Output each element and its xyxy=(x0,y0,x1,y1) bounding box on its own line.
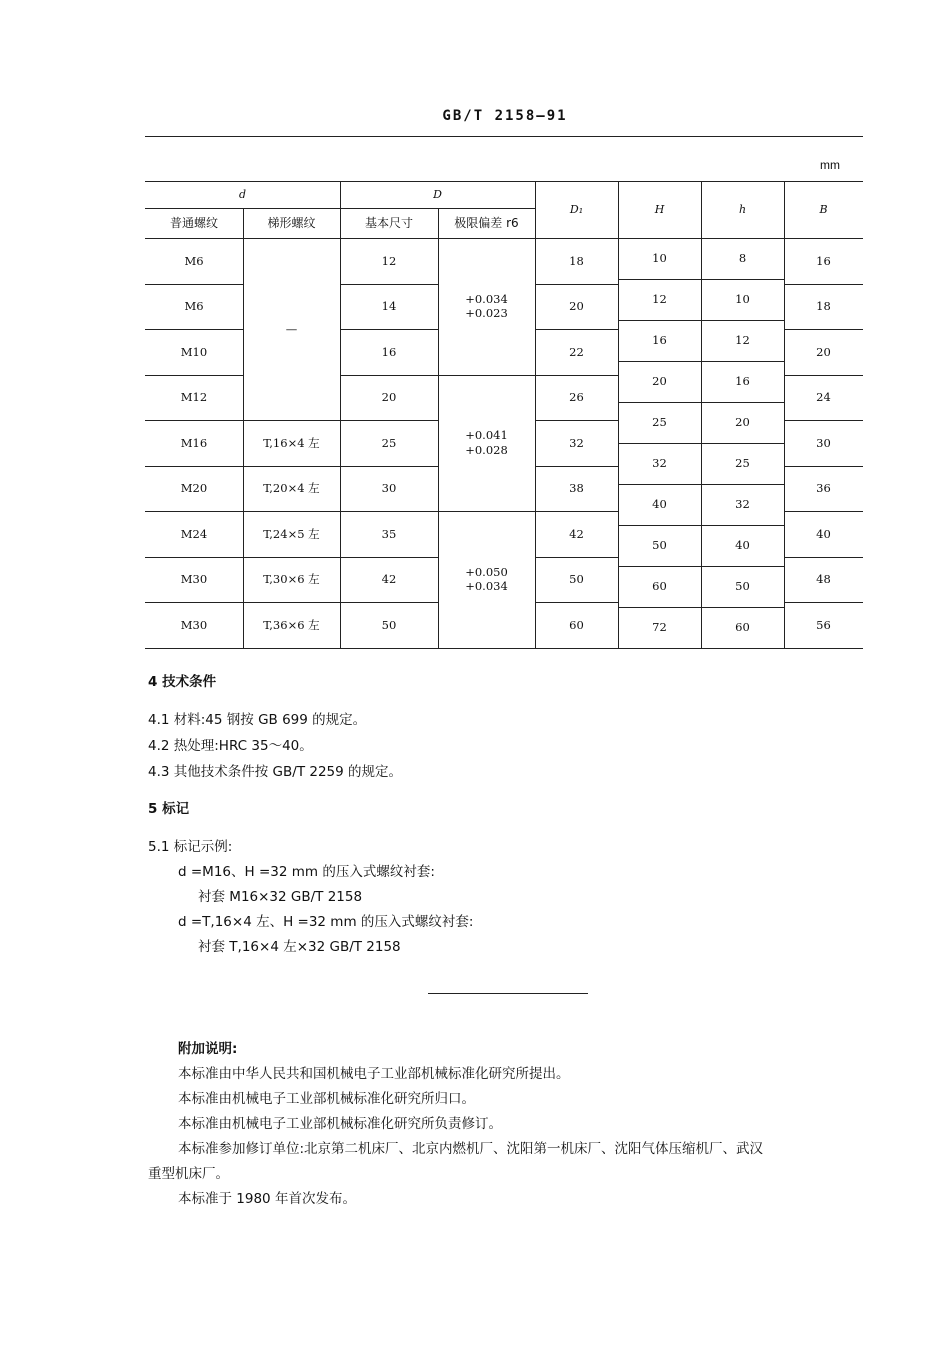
example-1-description: d =M16、H =32 mm 的压入式螺纹衬套: xyxy=(178,864,435,880)
deviation-lower: +0.023 xyxy=(465,306,508,321)
header-d: d xyxy=(238,187,247,201)
deviation-lower: +0.028 xyxy=(465,442,508,457)
cell-D1: 42 xyxy=(569,526,584,541)
cell-normal-thread: M12 xyxy=(180,390,208,405)
cell-trap-thread: T,30×6 左 xyxy=(263,572,320,587)
cell-trap-thread: T,24×5 左 xyxy=(263,526,320,541)
cell-basic-size: 20 xyxy=(381,390,397,405)
cell-h: 60 xyxy=(735,619,750,634)
section-4-item-3: 4.3 其他技术条件按 GB/T 2259 的规定。 xyxy=(148,764,403,780)
cell-h: 20 xyxy=(735,415,750,430)
cell-h: 16 xyxy=(735,374,750,389)
header-normal-thread: 普通螺纹 xyxy=(169,215,218,230)
cell-basic-size: 42 xyxy=(381,572,397,587)
header-divider xyxy=(145,136,863,137)
header-basic-size: 基本尺寸 xyxy=(364,215,413,230)
cell-H: 50 xyxy=(652,537,667,552)
table-bottom-border xyxy=(145,648,863,649)
cell-deviation-group xyxy=(438,511,535,648)
header-D: D xyxy=(433,187,442,201)
cell-deviation-group xyxy=(438,375,535,512)
cell-B: 16 xyxy=(816,253,831,268)
cell-B: 48 xyxy=(816,572,831,587)
end-divider xyxy=(428,993,588,994)
deviation-upper: +0.050 xyxy=(465,564,508,579)
example-2-marking: 衬套 T,16×4 左×32 GB/T 2158 xyxy=(198,939,401,955)
cell-D1: 38 xyxy=(569,481,584,496)
cell-normal-thread: M24 xyxy=(180,526,208,541)
cell-trap-thread: T,16×4 左 xyxy=(263,435,320,450)
cell-basic-size: 12 xyxy=(381,253,397,268)
cell-normal-thread: M6 xyxy=(184,299,204,314)
notes-line-5: 重型机床厂。 xyxy=(148,1166,229,1182)
cell-normal-thread: M10 xyxy=(180,344,208,359)
header-D1: D₁ xyxy=(569,202,584,216)
cell-h: 12 xyxy=(735,333,750,348)
cell-h: 50 xyxy=(735,578,750,593)
section-4-title: 4 技术条件 xyxy=(148,674,217,690)
cell-h: 40 xyxy=(735,537,750,552)
cell-H: 10 xyxy=(652,251,667,266)
cell-B: 56 xyxy=(816,617,831,632)
cell-H: 40 xyxy=(652,496,667,511)
cell-h: 10 xyxy=(735,292,750,307)
cell-B: 24 xyxy=(816,390,831,405)
cell-B: 30 xyxy=(816,435,831,450)
cell-deviation-group xyxy=(438,238,535,375)
notes-line-2: 本标准由机械电子工业部机械标准化研究所归口。 xyxy=(178,1091,475,1107)
page-header-title: GB/T 2158—91 xyxy=(442,108,568,124)
header-H: H xyxy=(654,202,665,216)
section-5-title: 5 标记 xyxy=(148,801,190,817)
unit-label: mm xyxy=(820,158,840,172)
cell-normal-thread: M20 xyxy=(180,481,208,496)
cell-h: 32 xyxy=(735,496,750,511)
header-h: h xyxy=(738,202,747,216)
notes-line-3: 本标准由机械电子工业部机械标准化研究所负责修订。 xyxy=(178,1116,502,1132)
cell-H: 25 xyxy=(652,415,667,430)
notes-line-1: 本标准由中华人民共和国机械电子工业部机械标准化研究所提出。 xyxy=(178,1066,570,1082)
deviation-lower: +0.034 xyxy=(465,579,508,594)
cell-H: 16 xyxy=(652,333,667,348)
cell-D1: 50 xyxy=(569,572,584,587)
notes-title: 附加说明: xyxy=(178,1041,238,1057)
cell-trap-dash: — xyxy=(285,321,298,336)
cell-D1: 22 xyxy=(569,344,584,359)
cell-B: 40 xyxy=(816,526,831,541)
header-B: B xyxy=(819,202,828,216)
example-2-description: d =T,16×4 左、H =32 mm 的压入式螺纹衬套: xyxy=(178,914,474,930)
cell-H: 72 xyxy=(652,619,667,634)
section-5-item: 5.1 标记示例: xyxy=(148,839,233,855)
cell-D1: 32 xyxy=(569,435,584,450)
cell-D1: 26 xyxy=(569,390,584,405)
cell-trap-thread: T,20×4 左 xyxy=(263,481,320,496)
notes-line-4: 本标准参加修订单位:北京第二机床厂、北京内燃机厂、沈阳第一机床厂、沈阳气体压缩机厂、武汉 xyxy=(178,1141,764,1157)
cell-B: 18 xyxy=(816,299,831,314)
header-deviation: 极限偏差 r6 xyxy=(454,215,519,230)
cell-h: 8 xyxy=(738,251,747,266)
section-4-item-1: 4.1 材料:45 钢按 GB 699 的规定。 xyxy=(148,712,367,728)
cell-H: 20 xyxy=(652,374,667,389)
notes-line-6: 本标准于 1980 年首次发布。 xyxy=(178,1191,356,1207)
header-trap-thread: 梯形螺纹 xyxy=(267,215,316,230)
cell-D1: 20 xyxy=(569,299,584,314)
cell-basic-size: 16 xyxy=(381,344,397,359)
cell-basic-size: 30 xyxy=(381,481,397,496)
cell-basic-size: 25 xyxy=(381,435,397,450)
cell-B: 20 xyxy=(816,344,831,359)
deviation-upper: +0.034 xyxy=(465,291,508,306)
cell-H: 12 xyxy=(652,292,667,307)
section-4-item-2: 4.2 热处理:HRC 35～40。 xyxy=(148,738,313,754)
example-1-marking: 衬套 M16×32 GB/T 2158 xyxy=(198,889,363,905)
cell-H: 60 xyxy=(652,578,667,593)
cell-B: 36 xyxy=(816,481,831,496)
cell-trap-thread: T,36×6 左 xyxy=(263,617,320,632)
cell-normal-thread: M30 xyxy=(180,572,208,587)
cell-D1: 60 xyxy=(569,617,584,632)
cell-normal-thread: M16 xyxy=(180,435,208,450)
cell-D1: 18 xyxy=(569,253,584,268)
cell-H: 32 xyxy=(652,456,667,471)
cell-basic-size: 14 xyxy=(381,299,397,314)
cell-basic-size: 35 xyxy=(381,526,397,541)
deviation-upper: +0.041 xyxy=(465,428,508,443)
cell-basic-size: 50 xyxy=(381,617,397,632)
cell-h: 25 xyxy=(735,456,750,471)
cell-normal-thread: M6 xyxy=(184,253,204,268)
cell-normal-thread: M30 xyxy=(180,617,208,632)
